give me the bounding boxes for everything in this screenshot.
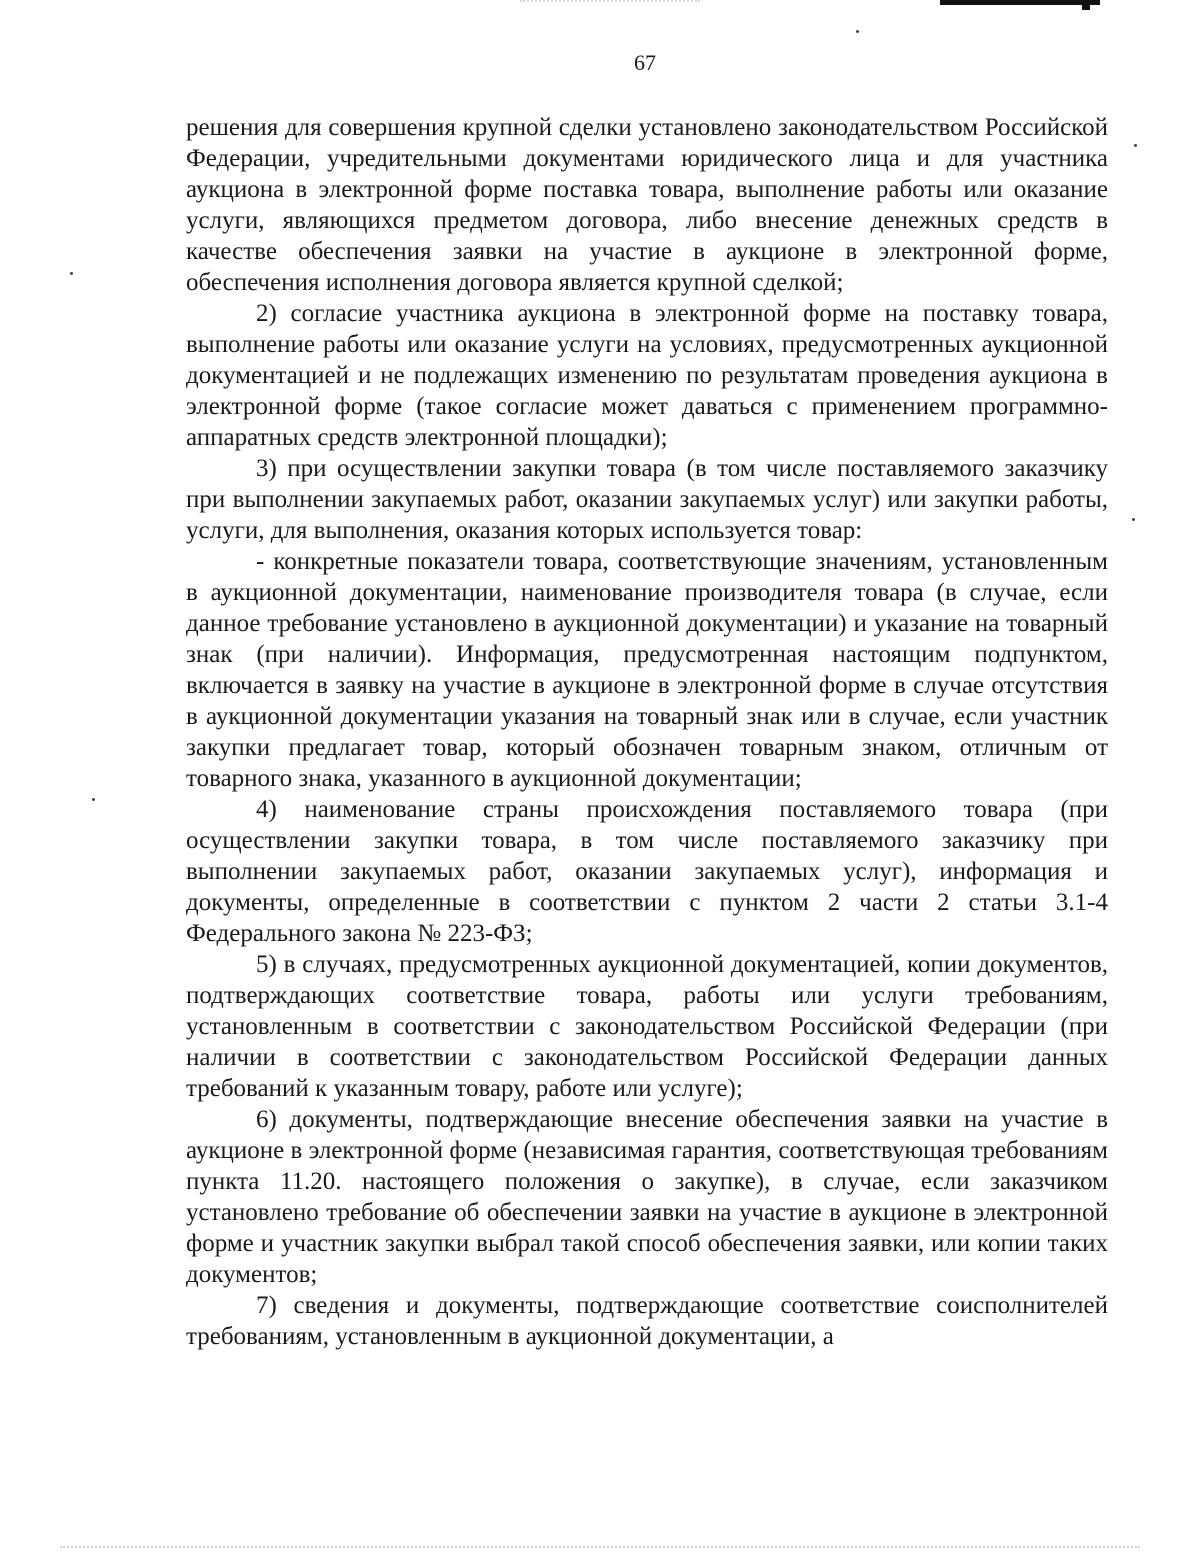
scan-artifact-mark bbox=[1082, 0, 1090, 10]
scan-speck bbox=[856, 30, 859, 33]
scan-artifact-top bbox=[520, 0, 700, 16]
document-body bbox=[186, 112, 1108, 1352]
paragraph-item-3: 3) при осуществлении закупки товара (в том числе поставляемого заказчику при выполнении закупаемых работ, оказании закупаемых услуг) или закупки работы, услуги, для выполнения, оказания которых используется товар: bbox=[186, 455, 1108, 544]
paragraph-item-6: 6) документы, подтверждающие внесение обеспечения заявки на участие в аукционе в электронной форме (независимая гарантия, соответствующая требованиям пункта 11.20. настоящего положения о закупке), в случае, если заказчиком установлено требование об обеспечении заявки на участие в аукционе в электронной форме и участник закупки выбрал такой способ обеспечения заявки, или копии таких документов; bbox=[186, 1106, 1108, 1288]
paragraph-item-4: 4) наименование страны происхождения поставляемого товара (при осуществлении закупки товара, в том числе поставляемого заказчику при выполнении закупаемых работ, оказании закупаемых услуг), информация и документы, определенные в соответствии с пунктом 2 части 2 статьи 3.1-4 Федерального закона № 223-ФЗ; bbox=[186, 796, 1108, 947]
scan-artifact-bar bbox=[940, 0, 1100, 5]
scan-artifact-bottom bbox=[60, 1546, 1140, 1550]
scan-speck bbox=[70, 272, 73, 275]
paragraph-item-7: 7) сведения и документы, подтверждающие соответствие соисполнителей требованиям, установленным в аукционной документации, а bbox=[186, 1292, 1108, 1350]
paragraph-item-3-dash: - конкретные показатели товара, соответствующие значениям, установленным в аукционной документации, наименование производителя товара (в случае, если данное требование установлено в аукционной документации) и указание на товарный знак (при наличии). Информация, предусмотренная настоящим подпунктом, включается в заявку на участие в аукционе в электронной форме в случае отсутствия в аукционной документации указания на товарный знак или в случае, если участник закупки предлагает товар, который обозначен товарным знаком, отличным от товарного знака, указанного в аукционной документации; bbox=[186, 548, 1108, 792]
paragraph-item-5: 5) в случаях, предусмотренных аукционной документацией, копии документов, подтверждающих соответствие товара, работы или услуги требованиям, установленным в соответствии с законодательством Российской Федерации (при наличии в соответствии с законодательством Российской Федерации данных требований к указанным товару, работе или услуге); bbox=[186, 951, 1108, 1102]
paragraph-item-2: 2) согласие участника аукциона в электронной форме на поставку товара, выполнение работы или оказание услуги на условиях, предусмотренных аукционной документацией и не подлежащих изменению по результатам проведения аукциона в электронной форме (такое согласие может даваться с применением программно-аппаратных средств электронной площадки); bbox=[186, 300, 1108, 451]
page-number: 67 bbox=[634, 50, 656, 75]
scan-speck bbox=[1132, 518, 1135, 521]
scan-speck bbox=[92, 798, 95, 801]
paragraph-continuation: решения для совершения крупной сделки установлено законодательством Российской Федерации, учредительными документами юридического лица и для участника аукциона в электронной форме поставка товара, выполнение работы или оказание услуги, являющихся предметом договора, либо внесение денежных средств в качестве обеспечения заявки на участие в аукционе в электронной форме, обеспечения исполнения договора является крупной сделкой; bbox=[186, 114, 1108, 296]
scan-speck bbox=[1134, 144, 1137, 147]
